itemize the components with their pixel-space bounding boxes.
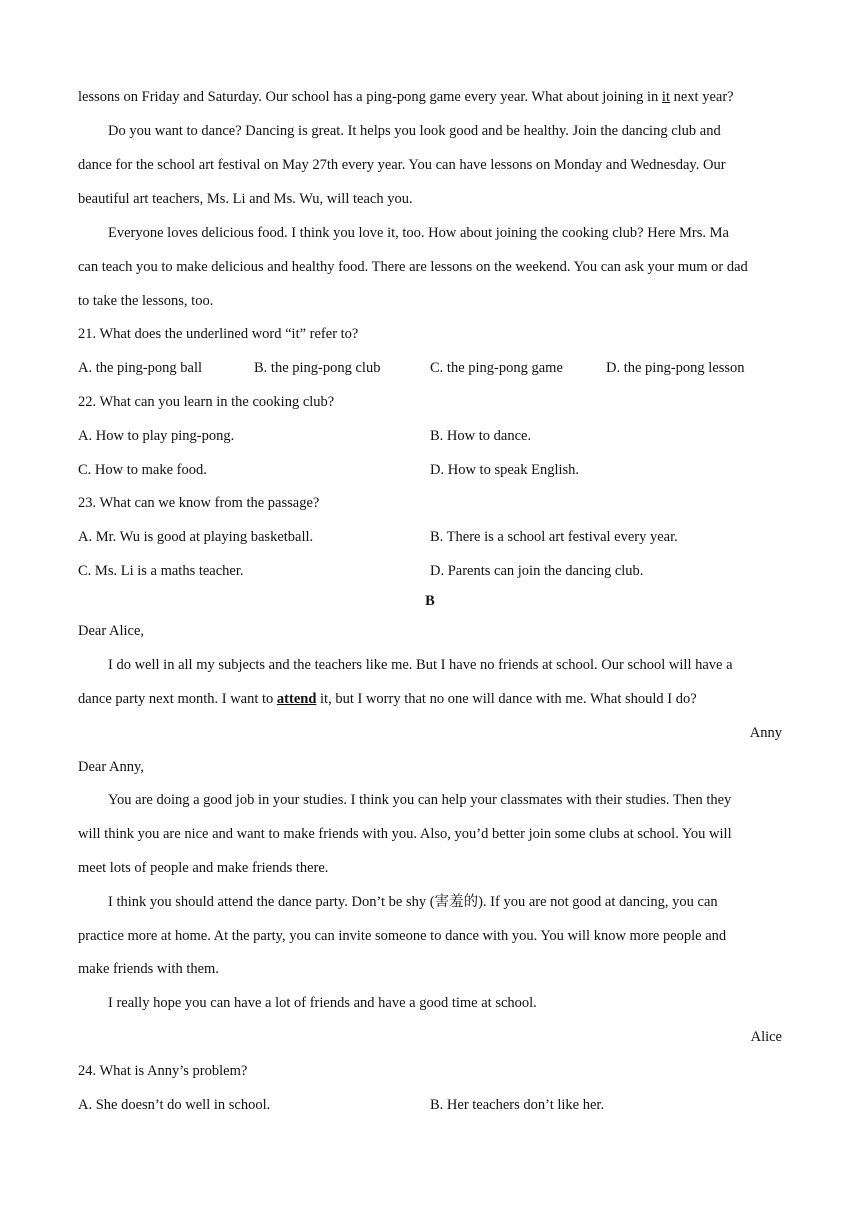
passage-a-line: to take the lessons, too. bbox=[78, 293, 214, 309]
section-heading: B bbox=[425, 593, 435, 609]
answer-option[interactable]: B. There is a school art festival every year. bbox=[430, 529, 678, 545]
answer-option[interactable]: D. the ping-pong lesson bbox=[606, 360, 745, 376]
letter-line: I do well in all my subjects and the teachers like me. But I have no friends at school. Our school will have a bbox=[108, 657, 733, 673]
answer-option[interactable]: A. the ping-pong ball bbox=[78, 360, 203, 376]
answer-option[interactable]: D. Parents can join the dancing club. bbox=[430, 563, 644, 579]
letter-salutation: Dear Anny, bbox=[78, 759, 144, 775]
letter-line: will think you are nice and want to make friends with you. Also, you’d better join some clubs at school. You will bbox=[78, 826, 732, 842]
passage-a-line bbox=[78, 88, 734, 106]
answer-option[interactable]: A. How to play ping-pong. bbox=[78, 428, 235, 444]
letter-line: You are doing a good job in your studies. I think you can help your classmates with their studies. Then they bbox=[108, 792, 732, 808]
letter-salutation: Dear Alice, bbox=[78, 623, 145, 639]
text-run: next year? bbox=[669, 89, 734, 105]
question-stem: 21. What does the underlined word “it” refer to? bbox=[78, 326, 359, 342]
answer-option[interactable]: D. How to speak English. bbox=[430, 462, 580, 478]
answer-option[interactable]: C. How to make food. bbox=[78, 462, 207, 478]
passage-a-line: can teach you to make delicious and healthy food. There are lessons on the weekend. You can ask your mum or dad bbox=[78, 259, 748, 275]
question-stem: 24. What is Anny’s problem? bbox=[78, 1063, 248, 1079]
letter-signature: Anny bbox=[749, 725, 782, 741]
underlined-word: it bbox=[661, 89, 670, 105]
letter-line: I really hope you can have a lot of friends and have a good time at school. bbox=[108, 995, 537, 1011]
answer-option[interactable]: B. How to dance. bbox=[430, 428, 532, 444]
question-stem: 23. What can we know from the passage? bbox=[78, 495, 320, 511]
question-stem: 22. What can you learn in the cooking club? bbox=[78, 394, 335, 410]
text-run: dance party next month. I want to bbox=[78, 691, 277, 707]
answer-option[interactable]: A. She doesn’t do well in school. bbox=[78, 1097, 271, 1113]
letter-line: I think you should attend the dance party. Don’t be shy (害羞的). If you are not good at dancing, you can bbox=[108, 894, 718, 910]
passage-a-line: Everyone loves delicious food. I think you love it, too. How about joining the cooking club? Here Mrs. Ma bbox=[108, 225, 729, 241]
bold-underlined-word: attend bbox=[276, 691, 317, 707]
letter-signature: Alice bbox=[750, 1029, 782, 1045]
text-run: lessons on Friday and Saturday. Our school has a ping-pong game every year. What about joining in bbox=[78, 89, 662, 105]
answer-option[interactable]: A. Mr. Wu is good at playing basketball. bbox=[78, 529, 314, 545]
answer-option[interactable]: C. the ping-pong game bbox=[430, 360, 563, 376]
passage-a-line: dance for the school art festival on May 27th every year. You can have lessons on Monday and Wednesday. Our bbox=[78, 157, 726, 173]
letter-line: make friends with them. bbox=[78, 961, 219, 977]
letter-line bbox=[78, 690, 697, 708]
letter-line: practice more at home. At the party, you can invite someone to dance with you. You will know more people and bbox=[78, 928, 727, 944]
answer-option[interactable]: B. Her teachers don’t like her. bbox=[430, 1097, 605, 1113]
answer-option[interactable]: B. the ping-pong club bbox=[254, 360, 381, 376]
passage-a-line: beautiful art teachers, Ms. Li and Ms. Wu, will teach you. bbox=[78, 191, 413, 207]
text-run: it, but I worry that no one will dance with me. What should I do? bbox=[316, 691, 697, 707]
passage-a-line: Do you want to dance? Dancing is great. It helps you look good and be healthy. Join the dancing club and bbox=[108, 123, 721, 139]
answer-option[interactable]: C. Ms. Li is a maths teacher. bbox=[78, 563, 244, 579]
letter-line: meet lots of people and make friends there. bbox=[78, 860, 329, 876]
